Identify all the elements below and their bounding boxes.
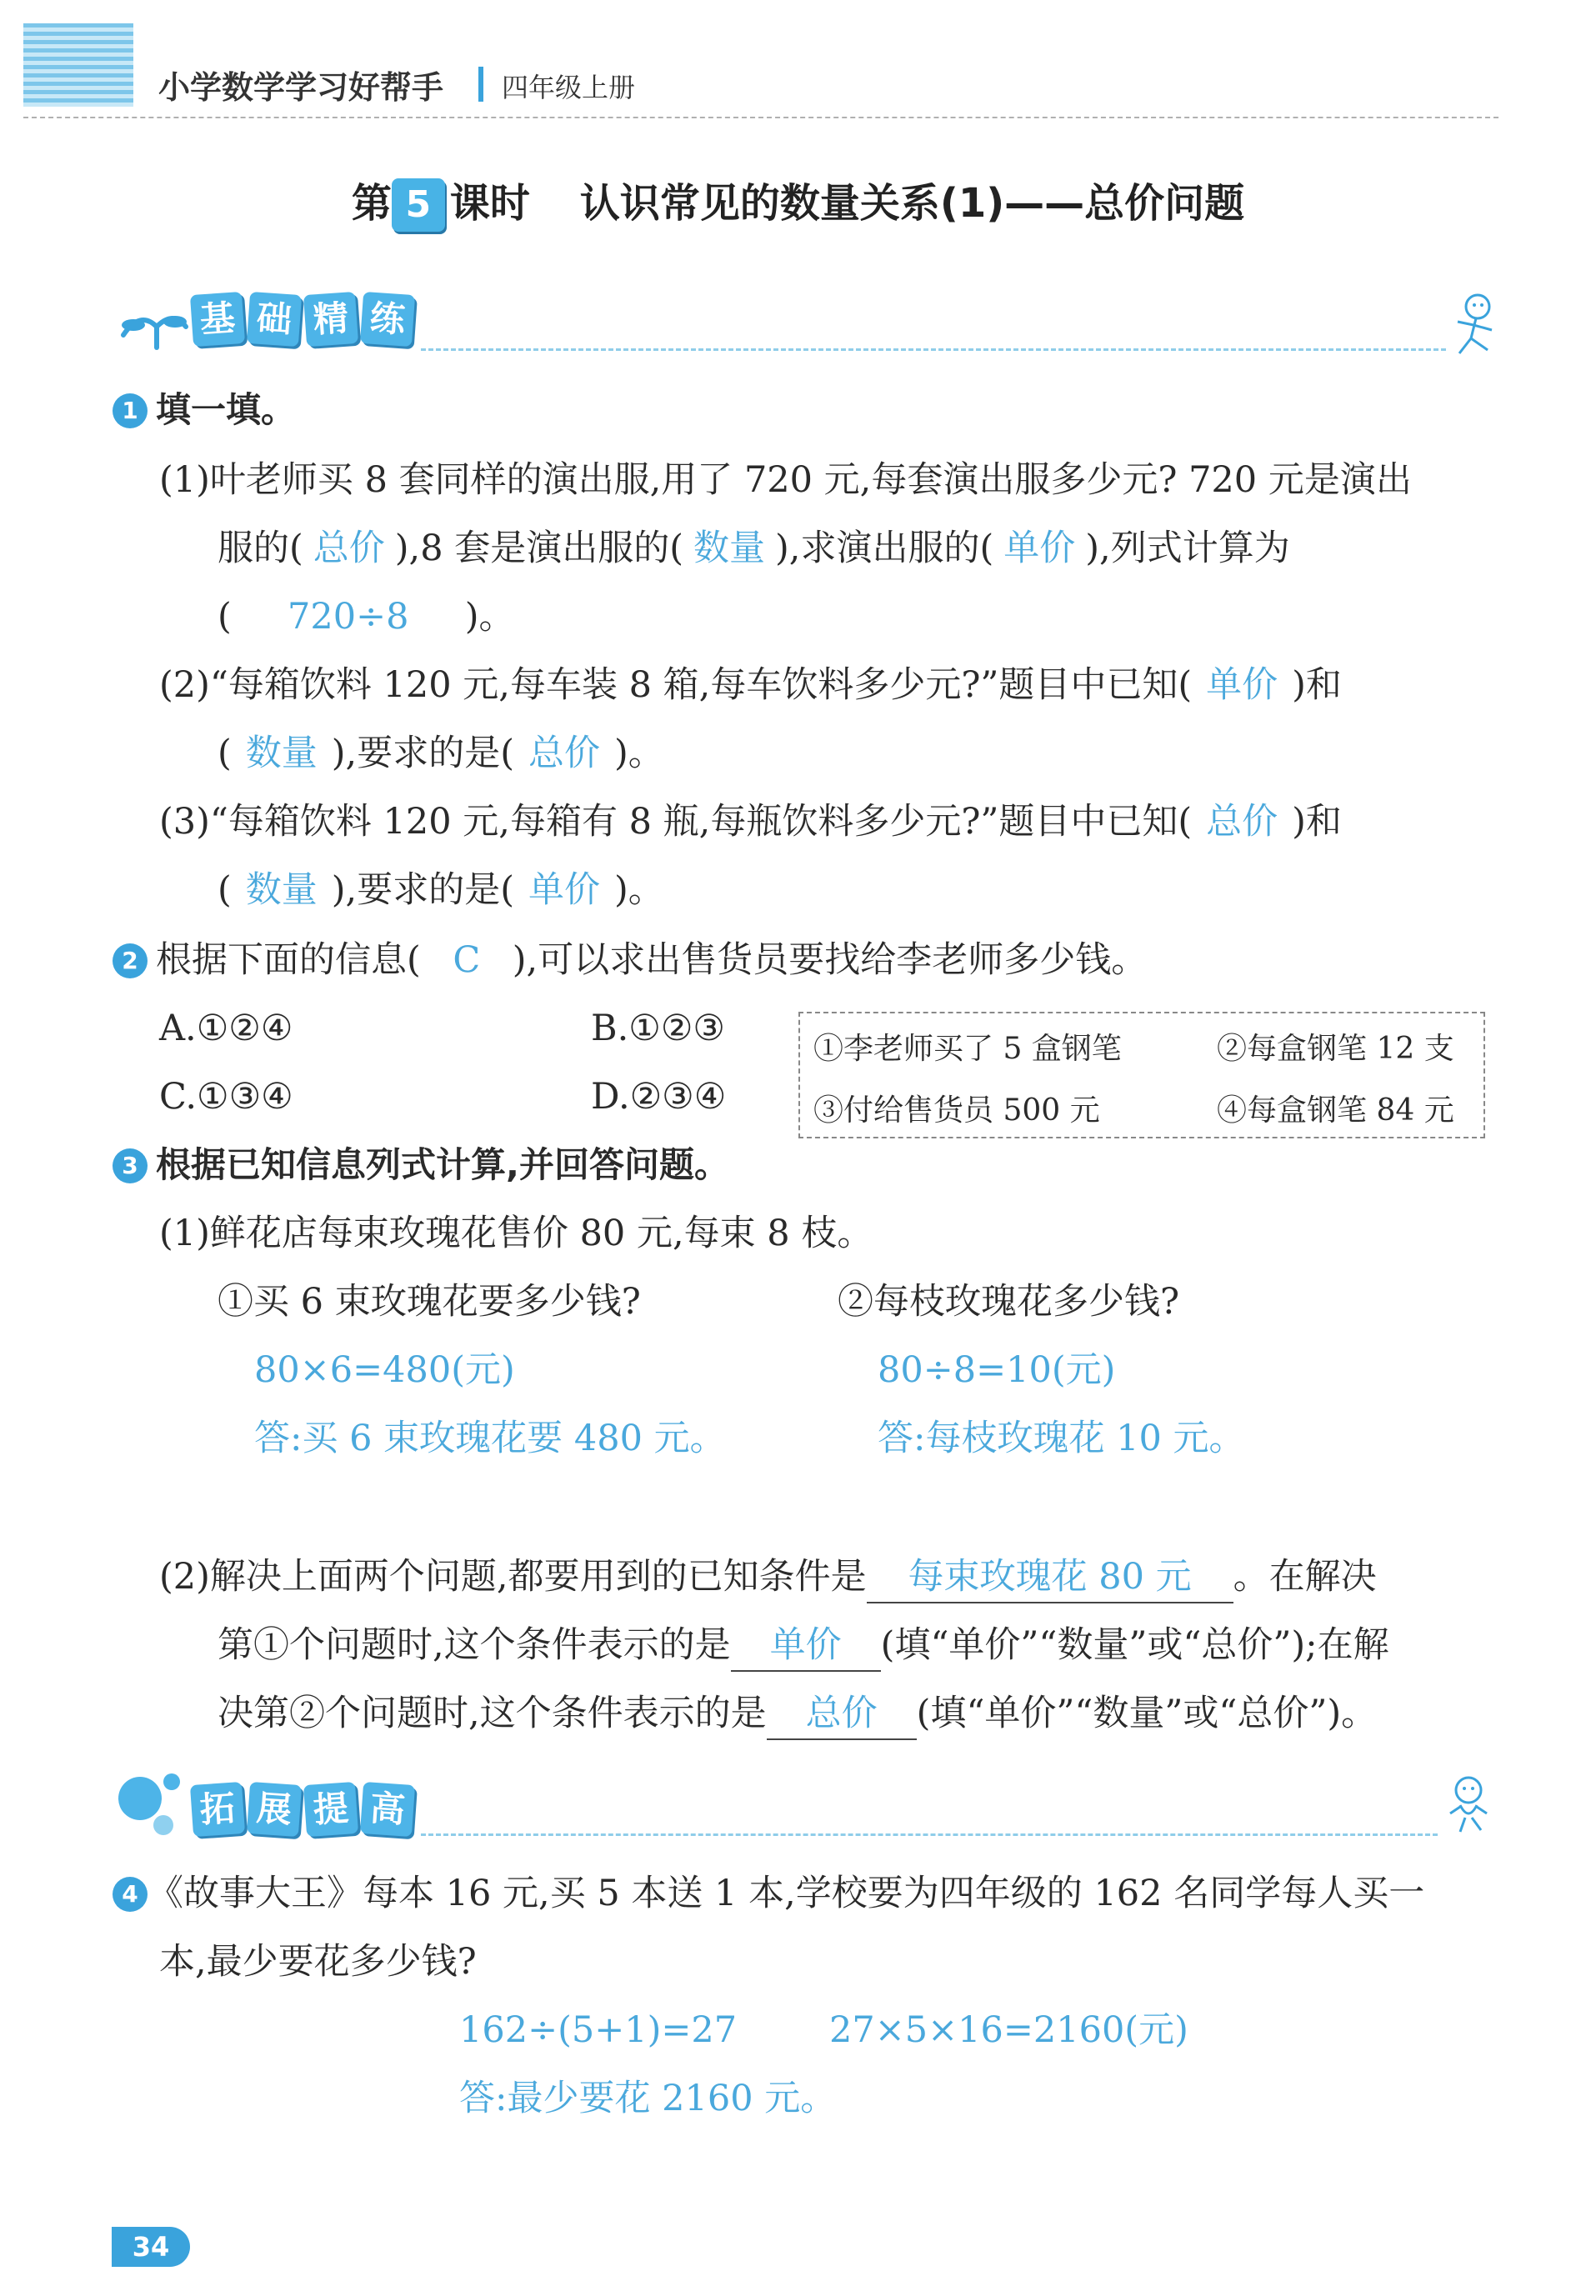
q2-number-badge: 2 (113, 943, 148, 978)
q3-p2-line2 (218, 1620, 1389, 1672)
q3-sub2-equation: 80÷8=10(元) (878, 1349, 1116, 1391)
q4-line1 (113, 1868, 1424, 1918)
q1-p1-text: ),求演出服的( (775, 528, 994, 569)
q3-title: 根据已知信息列式计算,并回答问题。 (156, 1144, 729, 1185)
q1-p1-text: ),列式计算为 (1085, 528, 1290, 569)
q3-p2-text: (填“单价”“数量”或“总价”)。 (916, 1693, 1378, 1734)
header-divider (478, 67, 483, 102)
question-2 (113, 935, 1496, 1143)
info-item-3: ③付给售货员 500 元 (813, 1093, 1100, 1128)
q1-p3-line1 (159, 797, 1342, 847)
q1-p3-answer-1: 总价 (1206, 801, 1278, 843)
q1-p1-answer-4: 720÷8 (288, 596, 409, 638)
q1-p1-answer-2: 数量 (693, 528, 766, 569)
q3-sub1-answer: 答:买 6 束玫瑰花要 480 元。 (254, 1418, 726, 1459)
grade-label: 四年级上册 (502, 72, 636, 103)
q3-sub2-answer: 答:每枝玫瑰花 10 元。 (878, 1418, 1245, 1459)
q1-p3-text: (3)“每箱饮料 120 元,每箱有 8 瓶,每瓶饮料多少元?”题目中已知( (159, 801, 1193, 843)
q1-p3-answer-2: 数量 (245, 869, 318, 911)
lesson-suffix: 课时 (449, 180, 530, 227)
book-title: 小学数学学习好帮手 (158, 69, 444, 106)
section1-char: 练 (360, 292, 415, 347)
q3-p2-text: 。在解决 (1233, 1556, 1377, 1598)
section1-char: 基 (190, 292, 245, 347)
section1-char: 精 (303, 292, 358, 347)
q1-p3-text: ),要求的是( (331, 869, 515, 911)
q1-title-row (113, 385, 296, 435)
q3-title-row (113, 1140, 729, 1190)
lesson-title (0, 171, 1596, 232)
section1-char: 础 (247, 292, 302, 347)
page-number: 34 (112, 2227, 190, 2267)
q3-p2-text: (填“单价”“数量”或“总价”);在解 (880, 1624, 1389, 1666)
q1-p2-text: (2)“每箱饮料 120 元,每车装 8 箱,每车饮料多少元?”题目中已知( (159, 664, 1193, 706)
q1-p2-answer-2: 数量 (245, 733, 318, 774)
q4-equation-1: 162÷(5+1)=27 (459, 2009, 738, 2051)
q1-p2-line2 (218, 728, 664, 778)
q1-p3-line2 (218, 865, 664, 915)
section-basic-practice-banner (192, 293, 418, 345)
running-kid-icon (1446, 290, 1504, 364)
q1-p2-line1 (159, 660, 1342, 710)
q1-p1-text: 服的( (218, 528, 303, 569)
q4-text: 《故事大王》每本 16 元,买 5 本送 1 本,学校要为四年级的 162 名同学每人买一 (148, 1873, 1425, 1914)
q4-equation-2: 27×5×16=2160(元) (829, 2009, 1188, 2051)
q3-sub1-question: ①买 6 束玫瑰花要多少钱? (218, 1281, 641, 1323)
q4-number-badge: 4 (113, 1877, 148, 1912)
q1-p1-line3 (218, 592, 515, 642)
section2-char: 拓 (190, 1782, 245, 1837)
q1-p3-text: )。 (614, 869, 664, 911)
section2-char: 展 (247, 1782, 302, 1837)
q3-p2-text: (2)解决上面两个问题,都要用到的已知条件是 (159, 1556, 867, 1598)
info-item-4: ④每盒钢笔 84 元 (1217, 1093, 1454, 1128)
q1-p2-text: )和 (1292, 664, 1342, 706)
q1-p1-answer-1: 总价 (313, 528, 385, 569)
section2-char: 提 (303, 1782, 358, 1837)
q1-p2-answer-3: 总价 (528, 733, 601, 774)
q3-sub2-question: ②每枝玫瑰花多少钱? (838, 1281, 1180, 1323)
q1-p1-line1: (1)叶老师买 8 套同样的演出服,用了 720 元,每套演出服多少元? 720 元是演出 (159, 459, 1412, 501)
info-item-2: ②每盒钢笔 12 支 (1217, 1032, 1454, 1066)
q1-p3-text: )和 (1292, 801, 1342, 843)
q1-p1-text: )。 (464, 596, 515, 638)
section2-dashline (421, 1833, 1438, 1836)
q3-p1-stem: (1)鲜花店每束玫瑰花售价 80 元,每束 8 枝。 (159, 1213, 873, 1254)
section-extension-banner (192, 1783, 418, 1835)
q3-p2-answer-1: 每束玫瑰花 80 元 (867, 1552, 1233, 1603)
q1-p2-text: ( (218, 733, 232, 774)
lesson-number-badge: 5 (392, 178, 445, 232)
q2-option-b: B.①②③ (591, 1008, 725, 1049)
q1-p1-text: ),8 套是演出服的( (394, 528, 684, 569)
lesson-topic: 认识常见的数量关系(1)——总价问题 (579, 180, 1245, 227)
q4-answer: 答:最少要花 2160 元。 (459, 2078, 837, 2119)
q2-text: ),可以求出售货员要找给李老师多少钱。 (512, 939, 1148, 981)
q1-p3-answer-3: 单价 (528, 869, 601, 911)
q3-p2-answer-3: 总价 (767, 1688, 917, 1740)
q1-p1-line2 (218, 523, 1290, 573)
section2-char: 高 (360, 1782, 415, 1837)
header-decoration (23, 23, 133, 107)
q2-info-box (798, 1012, 1485, 1138)
lesson-prefix: 第 (351, 180, 392, 227)
sprout-icon (115, 302, 190, 352)
q2-stem (113, 935, 1147, 985)
info-item-1: ①李老师买了 5 盒钢笔 (813, 1032, 1122, 1066)
q3-p2-text: 决第②个问题时,这个条件表示的是 (218, 1693, 767, 1734)
q3-p2-line1 (159, 1552, 1377, 1603)
section1-dashline (421, 348, 1446, 351)
q3-number-badge: 3 (113, 1148, 148, 1183)
q1-title: 填一填。 (156, 389, 297, 430)
q1-p2-text: )。 (614, 733, 664, 774)
header-rule (23, 117, 1498, 118)
q4-line2: 本,最少要花多少钱? (159, 1941, 477, 1983)
q2-option-c: C.①③④ (159, 1076, 293, 1118)
q2-option-d: D.②③④ (591, 1076, 727, 1118)
q2-text: 根据下面的信息( (156, 939, 421, 981)
q1-p1-text: ( (218, 596, 232, 638)
q3-p2-answer-2: 单价 (731, 1620, 881, 1672)
q3-sub1-equation: 80×6=480(元) (254, 1349, 515, 1391)
q3-p2-text: 第①个问题时,这个条件表示的是 (218, 1624, 731, 1666)
q1-p2-answer-1: 单价 (1206, 664, 1278, 706)
q1-p1-answer-3: 单价 (1003, 528, 1076, 569)
q1-number-badge: 1 (113, 393, 148, 428)
q2-answer: C (453, 939, 481, 981)
bubbles-icon (113, 1765, 188, 1843)
q2-option-a: A.①②④ (159, 1008, 293, 1049)
q1-p2-text: ),要求的是( (331, 733, 515, 774)
q1-p3-text: ( (218, 869, 232, 911)
kid-icon (1435, 1772, 1502, 1842)
q3-p2-line3 (218, 1688, 1377, 1740)
